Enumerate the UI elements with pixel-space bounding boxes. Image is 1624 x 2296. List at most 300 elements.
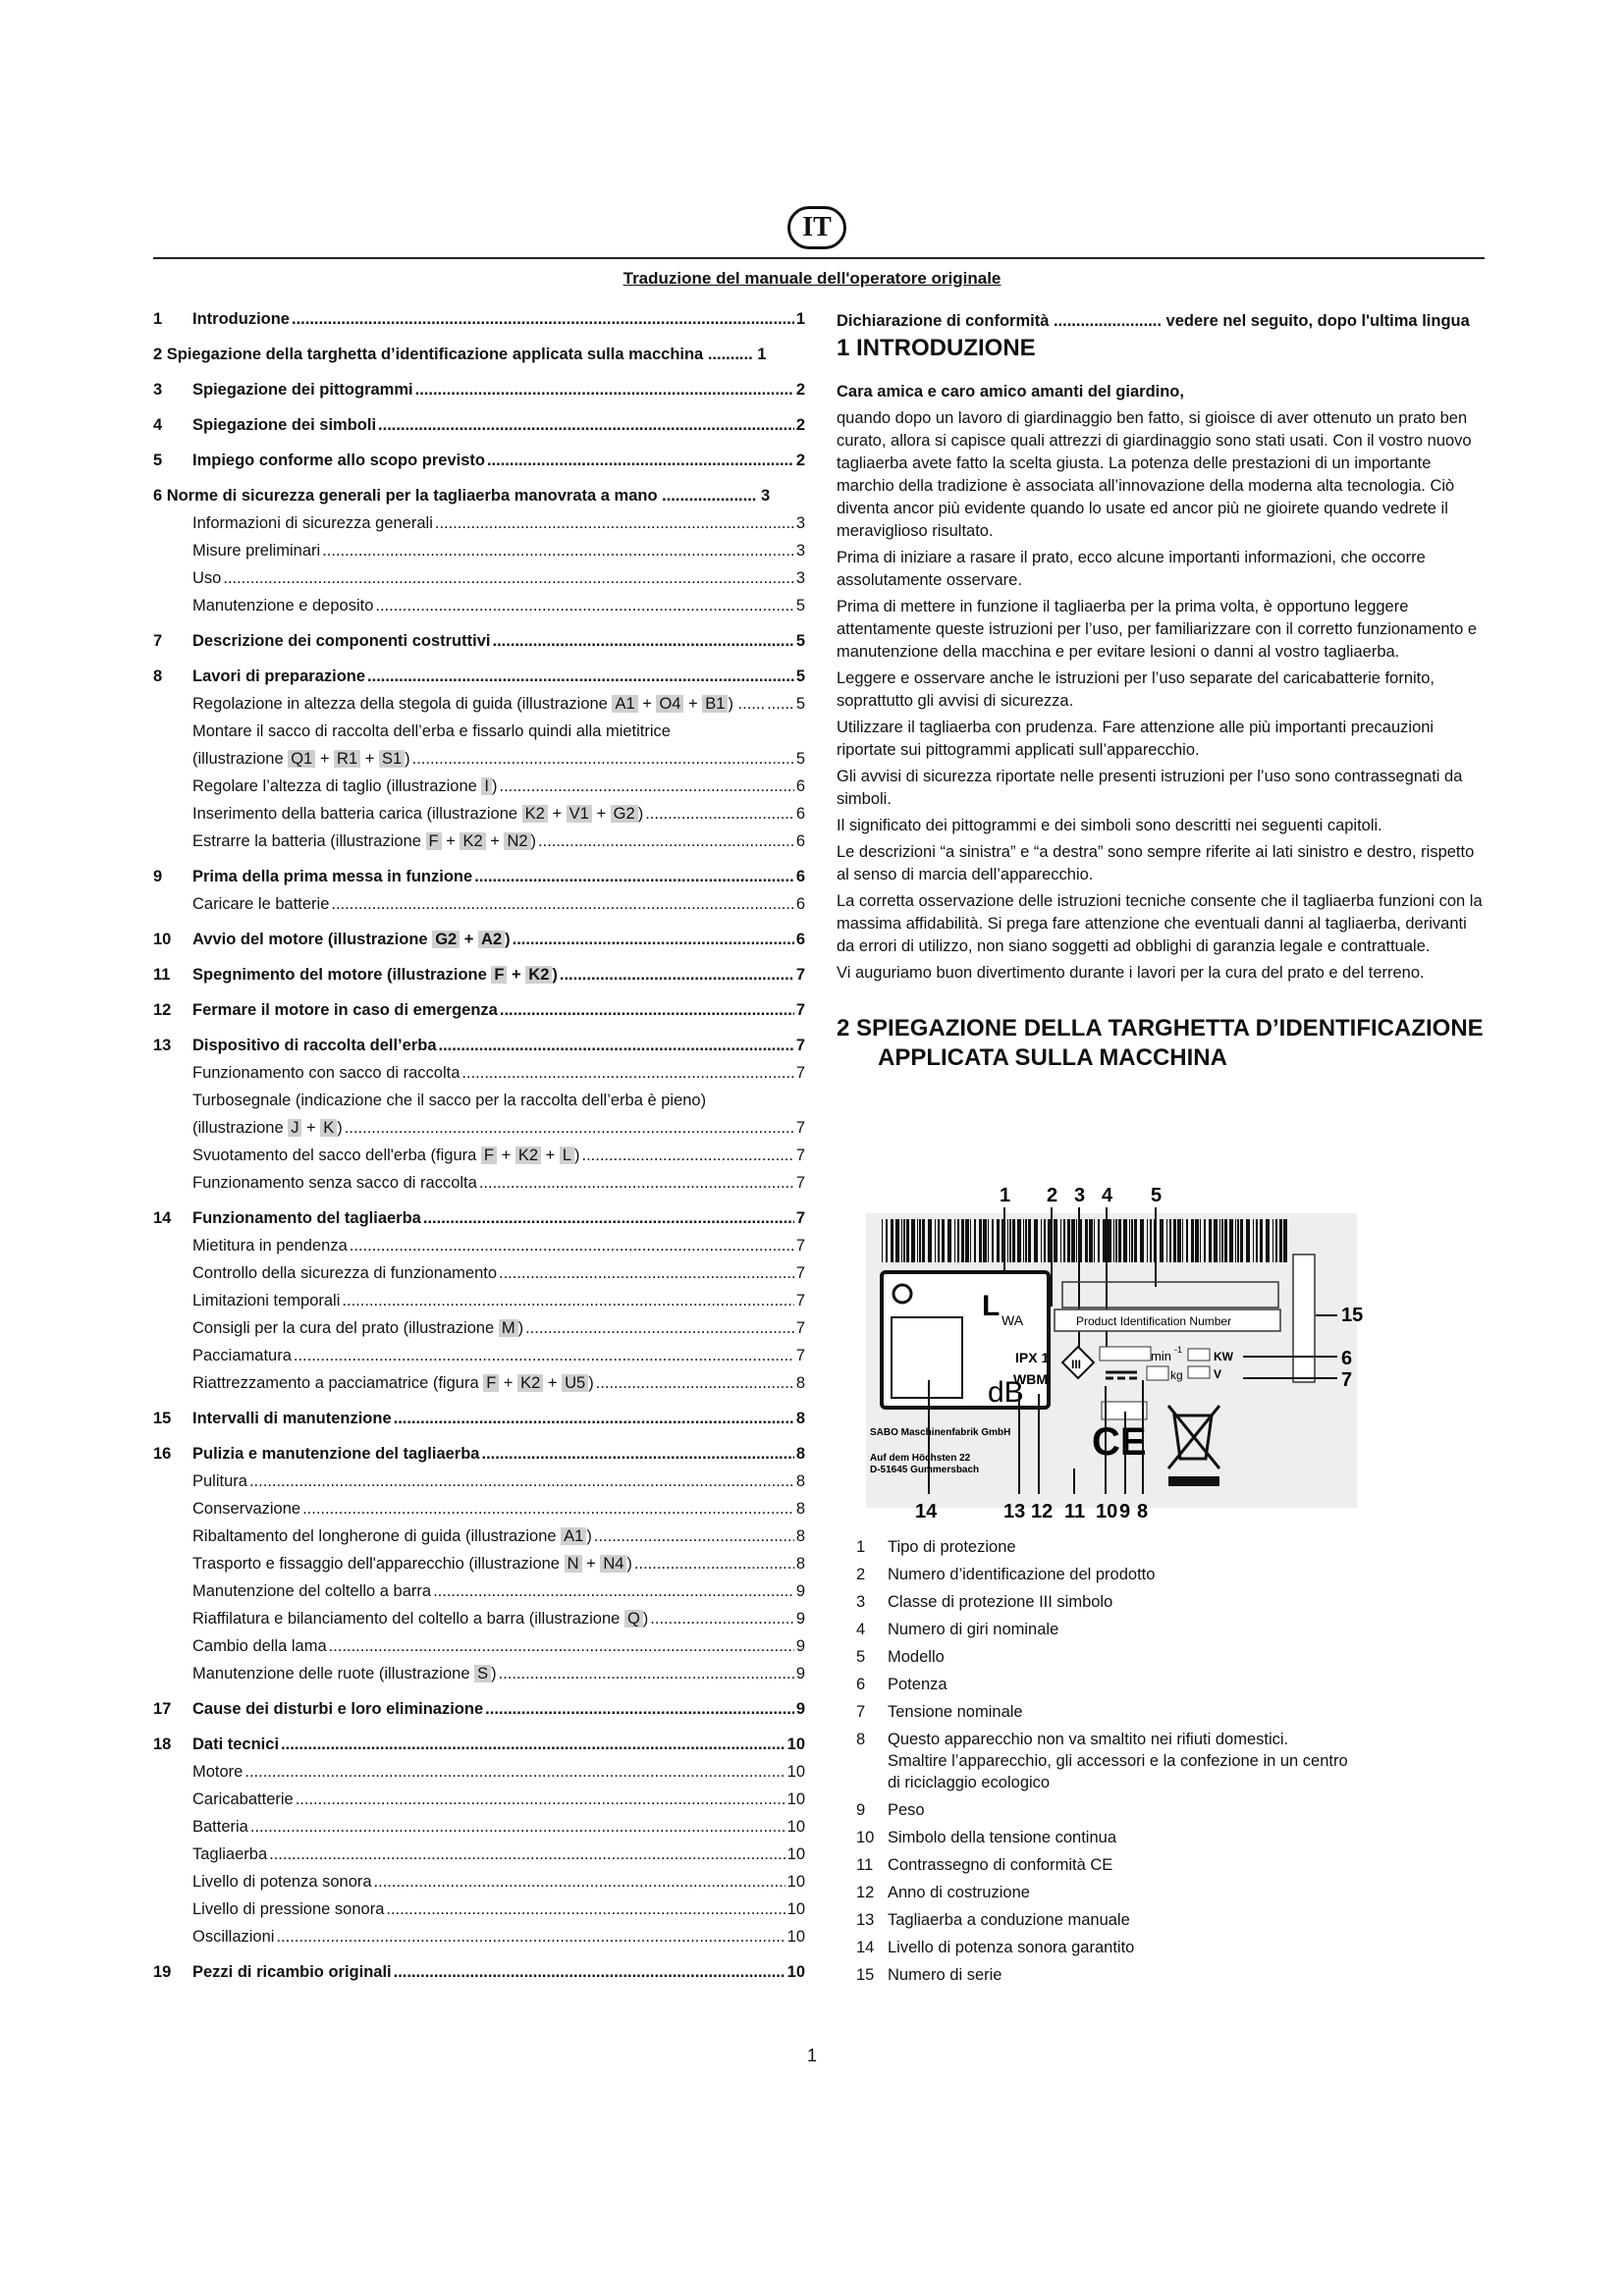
toc-entry-page: 9 [795,1582,805,1600]
toc-entry [153,1873,805,1900]
toc-entry [153,931,805,958]
toc-entry [153,1665,805,1692]
toc-entry-text: Spegnimento del motore (illustrazione F + K2 ) [192,966,558,984]
toc-entry-page: 3 [795,514,805,532]
toc-entry-page: 1 [795,310,805,328]
paragraph: Vi auguriamo buon divertimento durante i lavori per la cura del prato e del terreno. [837,964,1425,982]
toc-entry [153,1092,805,1119]
toc-entry [153,1637,805,1665]
min-label: min [1151,1349,1171,1363]
toc-entry-text: Spiegazione dei simboli [192,416,377,434]
toc-entry-text: (illustrazione Q1 + R1 + S1 ) [192,750,410,768]
toc-entry-page: 7 [795,1237,805,1255]
toc-entry [153,1790,805,1818]
toc-entry-number: 1 [153,310,163,328]
toc-entry-page: 8 [795,1445,805,1463]
paragraph: quando dopo un lavoro di giardinaggio ben fatto, si gioisce di aver ottenuto un prato ben curato, allora si capisce quali attrezzi di giardinaggio sono stati usati. Con il vostro nuovo tagliaerba avete fatto la scelta giusta. La potenza delle prestazioni di un importante marchio della tradizione è associata all’innovazione della moderna alta tecnologia. Ciò diventa ancor più evidente quando lo usate ed ancor più ne gioirete quando vedrete il meraviglioso risultato. [837,409,1472,540]
toc-entry-text: Manutenzione delle ruote (illustrazione S ) [192,1665,497,1682]
callout-11: 11 [1064,1501,1086,1522]
toc-entry-text: 6 Norme di sicurezza generali per la tagliaerba manovrata a mano ..................... 3 [153,487,771,505]
toc-entry-number: 10 [153,931,172,948]
toc-entry [153,1119,805,1147]
paragraph: Il significato dei pittogrammi e dei simboli sono descritti nei seguenti capitoli. [837,817,1382,834]
toc-entry-page: 3 [795,569,805,587]
legend-text: Contrassegno di conformità CE [888,1856,1113,1874]
legend-text: Tensione nominale [888,1703,1023,1721]
toc-entry-text: Lavori di preparazione [192,667,366,685]
toc-entry [153,310,805,338]
toc-entry-page: 10 [786,1818,805,1836]
leader-dots [500,777,794,796]
product-id-label: Product Identification Number [1076,1314,1232,1328]
toc-entry [153,1347,805,1374]
legend-item [856,1533,1485,1561]
toc-entry [153,1818,805,1845]
leader-dots [560,966,794,985]
legend-text: Modello [888,1648,945,1666]
legend-number: 10 [856,1829,875,1846]
toc-entry-page: 10 [786,1845,805,1863]
toc-entry-text: Livello di pressione sonora [192,1900,385,1918]
toc-entry-page: 7 [795,1119,805,1137]
toc-entry-text: Dati tecnici [192,1735,280,1753]
toc-entry [153,966,805,993]
toc-entry-page: 6 [795,868,805,885]
toc-entry-text: Ribaltamento del longherone di guida (illustrazione A1 ) [192,1527,592,1545]
toc-entry [153,1527,805,1555]
legend-text: Potenza [888,1676,947,1693]
figure-reference: F [481,1147,497,1164]
toc-entry-page: 7 [795,1292,805,1309]
toc-entry-page: 8 [795,1527,805,1545]
toc-entry-page: 5 [795,667,805,685]
legend-item [856,1879,1485,1906]
legend-text: Numero di serie [888,1966,1002,1984]
toc-entry-text: Pulitura [192,1472,247,1490]
toc-entry-page: 10 [786,1963,805,1981]
toc-entry-page: 9 [795,1610,805,1628]
figure-reference: Q [624,1610,643,1628]
toc-entry-text: Funzionamento senza sacco di raccolta [192,1174,477,1192]
leader-dots [634,1555,794,1574]
toc-entry-text: Controllo della sicurezza di funzionamento [192,1264,498,1282]
language-badge: IT [787,206,846,249]
toc-entry-page: 5 [795,750,805,768]
paragraph: Prima di iniziare a rasare il prato, ecco alcune importanti informazioni, che occorre assolutamente osservare. [837,549,1426,589]
figure-reference: U5 [562,1374,588,1392]
toc-entry-number: 9 [153,868,163,885]
figure-reference: F [426,832,442,850]
leader-dots [650,1610,794,1629]
toc-entry [153,1037,805,1064]
leader-dots [342,1292,793,1310]
leader-dots [439,1037,794,1055]
toc-entry-page: 8 [795,1500,805,1518]
toc-entry-number: 11 [153,966,171,984]
legend-item [856,1698,1485,1726]
leader-dots [367,667,794,686]
figure-reference: K2 [460,832,485,850]
leader-dots [499,1264,794,1283]
legend-text: Peso [888,1801,925,1819]
v-label: V [1214,1367,1222,1381]
toc-entry-page: 7 [795,966,805,984]
header-rule [153,257,1485,259]
leader-dots [394,1410,794,1428]
legend-number: 7 [856,1703,866,1721]
leader-dots [276,1928,785,1947]
leader-dots [296,1790,785,1809]
figure-reference: S1 [379,750,405,768]
legend-text: Livello di potenza sonora garantito [888,1939,1135,1956]
leader-dots [423,1209,794,1228]
page-number: 1 [806,2046,817,2065]
legend-number: 9 [856,1801,866,1819]
figure-reference: V1 [567,805,592,823]
toc-entry-text: Montare il sacco di raccolta dell’erba e fissarlo quindi alla mietitrice [192,722,671,740]
paragraph: Le descrizioni “a sinistra” e “a destra” sono sempre riferite ai lati sinistro e destro, rispetto al senso di marcia dell’apparecchio. [837,843,1475,883]
toc-entry-number: 17 [153,1700,172,1718]
toc-entry-text: Estrarre la batteria (illustrazione F + K2 + N2 ) [192,832,537,850]
toc-entry-text: Regolare l’altezza di taglio (illustrazione I ) [192,777,498,795]
legend-item [856,1796,1485,1824]
toc-entry-text: Prima della prima messa in funzione [192,868,473,885]
toc-entry [153,514,805,542]
toc-entry-page: 7 [795,1209,805,1227]
ipx-label: IPX 1 [1015,1350,1050,1365]
leader-dots [269,1845,785,1864]
toc-entry-number: 15 [153,1410,172,1427]
toc-entry-page: 7 [795,1037,805,1054]
ce-mark: CE [1092,1420,1147,1464]
toc-entry-page: 5 [795,632,805,650]
figure-reference: G2 [611,805,638,823]
toc-entry-text: Trasporto e fissaggio dell'apparecchio (illustrazione N + N4 ) [192,1555,632,1573]
toc-entry-text: Manutenzione del coltello a barra [192,1582,432,1600]
callout-8: 8 [1137,1501,1149,1522]
legend-number: 8 [856,1731,866,1748]
callout-6: 6 [1341,1348,1353,1369]
toc-entry-number: 5 [153,452,163,469]
toc-entry-text: Fermare il motore in caso di emergenza [192,1001,498,1019]
figure-reference: K2 [522,805,548,823]
rating-plate-diagram [856,1184,1386,1527]
legend-item [856,1671,1485,1698]
toc-entry-text: Dispositivo di raccolta dell’erba [192,1037,437,1054]
toc-entry-text: Svuotamento del sacco dell'erba (figura F + K2 + L ) [192,1147,580,1164]
toc-entry-page: 10 [786,1928,805,1946]
toc-entry-page: 6 [795,777,805,795]
figure-reference: J [288,1119,301,1137]
toc-entry [153,1610,805,1637]
figure-reference: L [560,1147,574,1164]
leader-dots [538,832,794,851]
toc-entry [153,777,805,805]
toc-entry [153,1900,805,1928]
toc-entry-text: Livello di potenza sonora [192,1873,372,1891]
toc-entry-text: Cambio della lama [192,1637,327,1655]
legend-number: 3 [856,1593,866,1611]
toc-entry-text: Inserimento della batteria carica (illustrazione K2 + V1 + G2 ) [192,805,644,823]
callout-10: 10 [1096,1501,1118,1522]
toc-entry-page: 9 [795,1665,805,1682]
toc-entry [153,895,805,923]
figure-reference: A2 [478,931,505,948]
figure-reference: K2 [515,1147,541,1164]
paragraph: Gli avvisi di sicurezza riportate nelle presenti istruzioni per l’uso sono contrassegnati da simboli. [837,768,1463,808]
toc-entry [153,569,805,597]
figure-reference: I [481,777,492,795]
toc-entry-number: 3 [153,381,163,399]
toc-entry [153,868,805,895]
toc-entry-page: 10 [786,1900,805,1918]
conformity-line: Dichiarazione di conformità ........................ vedere nel seguito, dopo l'ultima lingua [837,312,1470,330]
toc-entry-page: 7 [795,1347,805,1364]
figure-reference: G2 [432,931,460,948]
toc-entry-text: Oscillazioni [192,1928,275,1946]
toc-entry [153,1735,805,1763]
toc-entry [153,542,805,569]
legend-text: Tagliaerba a conduzione manuale [888,1911,1130,1929]
toc-entry [153,1292,805,1319]
figure-reference: O4 [656,695,683,713]
legend-item [856,1588,1485,1616]
svg-text:-1: -1 [1174,1345,1183,1355]
leader-dots [250,1818,785,1837]
leader-dots [500,1001,794,1020]
toc-entry [153,1001,805,1029]
toc-entry-text: Motore [192,1763,244,1781]
legend-number: 13 [856,1911,875,1929]
leader-dots [292,310,794,329]
callout-13: 13 [1003,1501,1026,1522]
leader-dots [281,1735,785,1754]
toc-entry-text: Pezzi di ricambio originali [192,1963,392,1981]
figure-reference: A1 [612,695,637,713]
leader-dots [487,452,794,470]
toc-entry [153,1928,805,1955]
toc-entry-page: 7 [795,1147,805,1164]
leader-dots [485,1700,794,1719]
leader-dots [767,695,794,714]
leader-dots [378,416,794,435]
toc-entry-text: Regolazione in altezza della stegola di guida (illustrazione A1 + O4 + B1 ) ...... [192,695,766,713]
leader-dots [525,1319,794,1338]
leader-dots [645,805,794,824]
leader-dots [482,1445,794,1464]
toc-entry-text: Uso [192,569,222,587]
leader-dots [412,750,794,769]
lwa-subscript: WA [1001,1312,1024,1328]
toc-entry-text: Informazioni di sicurezza generali [192,514,433,532]
leader-dots [594,1527,794,1546]
toc-entry-page: 6 [795,805,805,823]
toc-entry-text: Descrizione dei componenti costruttivi [192,632,491,650]
leader-dots [375,597,793,615]
leader-dots [386,1900,785,1919]
toc-entry-page: 8 [795,1410,805,1427]
callout-1: 1 [1000,1185,1011,1206]
legend-item [856,1934,1485,1961]
toc-entry-number: 4 [153,416,163,434]
toc-entry-page: 8 [795,1555,805,1573]
legend-text: Classe di protezione III simbolo [888,1593,1113,1611]
callout-2: 2 [1047,1185,1058,1206]
section-2-heading: 2 SPIEGAZIONE DELLA TARGHETTA D’IDENTIFICAZIONE APPLICATA SULLA MACCHINA [837,1015,1484,1071]
toc-entry-text: Pacciamatura [192,1347,292,1364]
toc-entry-text: Introduzione [192,310,290,328]
paragraph: Prima di mettere in funzione il tagliaerba per la prima volta, è opportuno leggere attentamente queste istruzioni per l’uso, per familiarizzare con il corretto funzionamento e manutenzione della macchina e per evitare lesioni o danni al vostro tagliaerba. [837,598,1478,661]
toc-entry-text: Tagliaerba [192,1845,268,1863]
leader-dots [479,1174,794,1193]
toc-entry [153,1845,805,1873]
toc-entry [153,1264,805,1292]
leader-dots [331,895,793,914]
toc-entry-page: 3 [795,542,805,560]
section-1-heading: 1 INTRODUZIONE [837,335,1036,361]
toc-entry-text: Cause dei disturbi e loro eliminazione [192,1700,484,1718]
toc-entry [153,722,805,750]
toc-entry [153,1174,805,1201]
toc-entry-number: 18 [153,1735,172,1753]
toc-entry [153,346,805,373]
leader-dots [499,1665,794,1683]
leader-dots [461,1064,793,1083]
toc-entry [153,1500,805,1527]
toc-entry-text: Impiego conforme allo scopo previsto [192,452,485,469]
callout-12: 12 [1031,1501,1054,1522]
legend-number: 4 [856,1621,866,1638]
toc-entry-page: 2 [795,452,805,469]
toc-entry [153,452,805,479]
figure-reference: K [320,1119,337,1137]
toc-entry-number: 19 [153,1963,172,1981]
toc-entry-text: Funzionamento con sacco di raccolta [192,1064,460,1082]
maker-address: Auf dem Höchsten 22 [870,1453,971,1464]
legend-item [856,1643,1485,1671]
figure-reference: A1 [561,1527,586,1545]
leader-dots [435,514,794,533]
toc-entry-text: Intervalli di manutenzione [192,1410,392,1427]
legend-item [856,1906,1485,1934]
leader-dots [513,931,794,949]
toc-entry-text: Funzionamento del tagliaerba [192,1209,421,1227]
callout-15: 15 [1341,1305,1364,1326]
toc-entry-page: 2 [795,381,805,399]
legend-text: Simbolo della tensione continua [888,1829,1116,1846]
toc-entry [153,832,805,860]
toc-entry [153,1472,805,1500]
toc-entry-page: 7 [795,1001,805,1019]
toc-entry [153,632,805,660]
toc-entry-page: 6 [795,931,805,948]
toc-entry-page: 9 [795,1700,805,1718]
toc-entry-page: 7 [795,1319,805,1337]
toc-entry-text: Caricabatterie [192,1790,294,1808]
toc-entry [153,1763,805,1790]
toc-entry-text: Riattrezzamento a pacciamatrice (figura F + K2 + U5 ) [192,1374,594,1392]
paragraph: Leggere e osservare anche le istruzioni per l’uso separate del caricabatterie fornito, soprattutto gli avvisi di sicurezza. [837,669,1435,710]
legend-text: Questo apparecchio non va smaltito nei rifiuti domestici. Smaltire l’apparecchio, gli accessori e la confezione in un centro di riciclaggio ecologico [888,1731,1348,1791]
leader-dots [415,381,794,400]
callout-3: 3 [1074,1185,1086,1206]
toc-entry-text: Turbosegnale (indicazione che il sacco per la raccolta dell’erba è pieno) [192,1092,707,1109]
toc-entry [153,416,805,444]
toc-entry-text: Riaffilatura e bilanciamento del coltello a barra (illustrazione Q ) [192,1610,649,1628]
legend-item [856,1616,1485,1643]
right-column [837,310,1485,1095]
legend-number: 14 [856,1939,875,1956]
toc-entry-text: Avvio del motore (illustrazione G2 + A2 ) [192,931,511,948]
lwa-symbol: L [982,1290,1001,1322]
toc-entry-page: 10 [786,1790,805,1808]
figure-reference: N [565,1555,582,1573]
leader-dots [394,1963,785,1982]
callout-7: 7 [1341,1369,1353,1391]
toc-entry [153,1700,805,1728]
legend-number: 11 [856,1856,874,1874]
toc-entry [153,381,805,408]
figure-reference: R1 [334,750,360,768]
toc-entry [153,1147,805,1174]
legend-text: Tipo di protezione [888,1538,1016,1556]
maker-name: SABO Maschinenfabrik GmbH [870,1427,1011,1438]
toc-entry-text: Consigli per la cura del prato (illustrazione M ) [192,1319,524,1337]
leader-dots [350,1237,794,1255]
greeting: Cara amica e caro amico amanti del giardino, [837,383,1184,400]
table-of-contents [153,310,805,1991]
toc-entry [153,1319,805,1347]
legend-text: Anno di costruzione [888,1884,1030,1901]
toc-entry-text: Misure preliminari [192,542,321,560]
leader-dots [492,632,793,651]
toc-entry-text: Spiegazione dei pittogrammi [192,381,413,399]
toc-entry-page: 9 [795,1637,805,1655]
leader-dots [582,1147,794,1165]
figure-reference: B1 [702,695,728,713]
toc-entry-page: 5 [795,597,805,614]
toc-entry-number: 13 [153,1037,172,1054]
toc-entry [153,1963,805,1991]
figure-reference: F [483,1374,499,1392]
leader-dots [329,1637,794,1656]
toc-entry-page: 10 [786,1735,805,1753]
figure-reference: K2 [525,966,552,984]
leader-dots [596,1374,794,1393]
toc-entry [153,1064,805,1092]
legend-item [856,1851,1485,1879]
toc-entry-page: 10 [786,1873,805,1891]
kw-label: KW [1214,1350,1233,1363]
kg-label: kg [1170,1368,1183,1382]
figure-reference: N4 [600,1555,626,1573]
toc-entry-page: 2 [795,416,805,434]
leader-dots [223,569,793,588]
figure-reference: K2 [517,1374,543,1392]
toc-entry-number: 12 [153,1001,172,1019]
toc-entry [153,1410,805,1437]
svg-text:III: III [1071,1358,1082,1371]
toc-entry-number: 8 [153,667,163,685]
callout-5: 5 [1151,1185,1163,1206]
legend-item [856,1729,1485,1793]
leader-dots [474,868,794,886]
toc-entry-page: 6 [795,895,805,913]
maker-city: D-51645 Gummersbach [870,1465,980,1475]
figure-reference: N2 [504,832,530,850]
plate-legend [856,1533,1485,1989]
document-subtitle: Traduzione del manuale dell'operatore originale [623,269,1001,288]
